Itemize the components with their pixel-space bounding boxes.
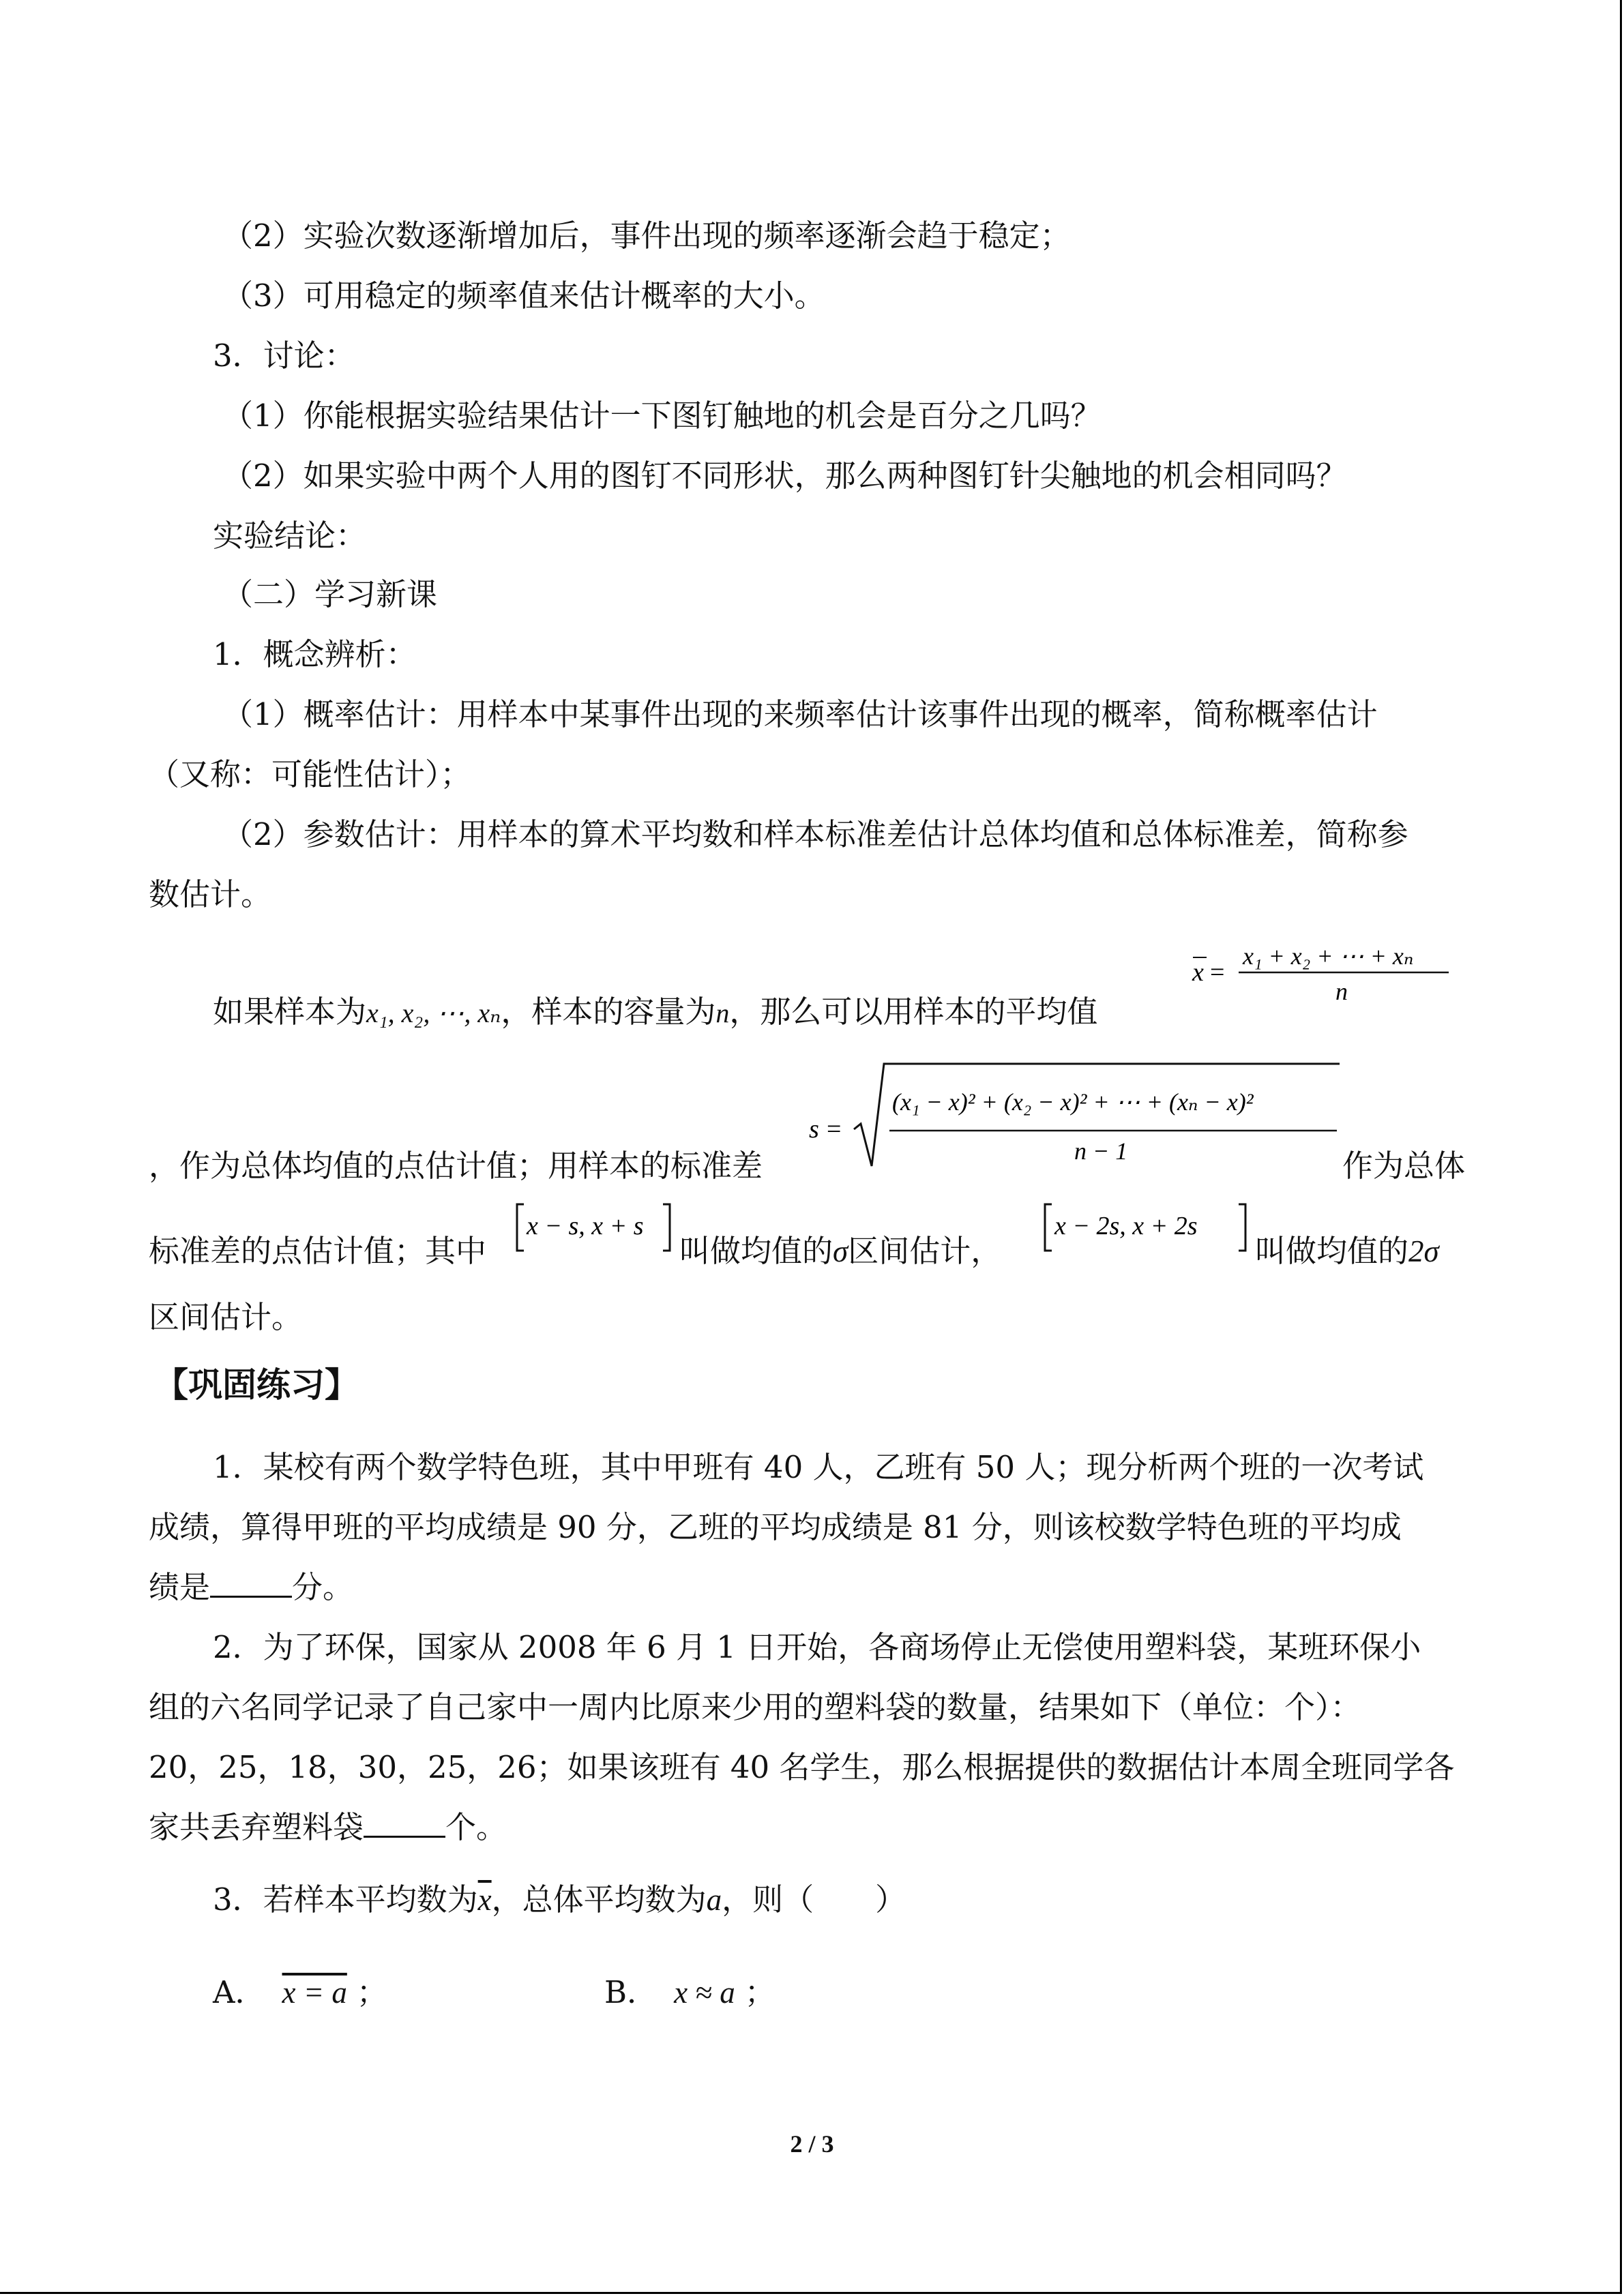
exercise-2-text: 家共丢弃塑料袋 — [149, 1809, 364, 1845]
paragraph-discussion-2: （2）如果实验中两个人用的图钉不同形状，那么两种图钉针尖触地的机会相同吗？ — [222, 458, 1347, 494]
option-b-formula: x ≈ a — [674, 1976, 735, 2010]
exercise-2-line-3: 20，25，18，30，25，26；如果该班有 40 名学生，那么根据提供的数据估计本周全班同学各 — [149, 1749, 1455, 1785]
population-mean-symbol: a — [706, 1883, 722, 1917]
mean-formula-eq: = — [1210, 958, 1225, 987]
exercise-3-text-3: ，则（ ） — [722, 1881, 906, 1918]
section-heading-practice: 【巩固练习】 — [154, 1365, 359, 1405]
paragraph-conclusion: 实验结论： — [213, 518, 367, 554]
paragraph-concepts: 1．概念辨析： — [213, 636, 417, 672]
paragraph-point-estimate-end: 作为总体 — [1342, 1148, 1466, 1184]
std-dev-formula-lhs: s — [809, 1115, 819, 1144]
exercise-1-line-1: 1．某校有两个数学特色班，其中甲班有 40 人，乙班有 50 人；现分析两个班的一次考试 — [213, 1449, 1424, 1485]
paragraph-interval-mid — [679, 1231, 1001, 1272]
two-sigma-interval-expr: x − 2s, x + 2s — [1054, 1212, 1198, 1240]
exercise-1-line-2: 成绩，算得甲班的平均成绩是 90 分，乙班的平均成绩是 81 分，则该校数学特色班的平均成 — [149, 1509, 1402, 1545]
paragraph-interval-start: 标准差的点估计值；其中 — [149, 1233, 487, 1269]
paragraph-interval-end — [1255, 1231, 1439, 1272]
paragraph-probability-estimate-cont: （又称：可能性估计）； — [149, 756, 471, 792]
option-a-end: ； — [356, 1974, 387, 2010]
paragraph-point-estimate: ，作为总体均值的点估计值；用样本的标准差 — [149, 1148, 763, 1184]
exercise-3-text-2: ，总体平均数为 — [491, 1881, 707, 1918]
option-b-label: B． — [604, 1974, 658, 2010]
interval-label-3: 叫做均值的 — [1255, 1233, 1409, 1269]
sample-size-text: ，样本的容量为 — [501, 994, 716, 1030]
paragraph-probability-estimate: （1）概率估计：用样本中某事件出现的来频率估计该事件出现的概率，简称概率估计 — [222, 696, 1378, 732]
paragraph-interval-estimate: 区间估计。 — [149, 1299, 303, 1335]
mean-formula — [1187, 941, 1453, 1002]
two-sigma-symbol: 2σ — [1408, 1234, 1439, 1268]
sample-mean-symbol: $\overline{x}$ — [477, 1883, 492, 1917]
page-number: 2 / 3 — [790, 2130, 834, 2158]
sample-mean-text: ，那么可以用样本的平均值 — [729, 994, 1098, 1030]
exercise-3-option-b[interactable] — [604, 1972, 776, 2013]
paragraph-experiment-2: （2）实验次数逐渐增加后，事件出现的频率逐渐会趋于稳定； — [222, 218, 1071, 254]
mean-formula-numerator: x₁ + x₂ + ⋯ + xₙ — [1243, 942, 1414, 970]
interval-label-1: 叫做均值的 — [679, 1233, 833, 1269]
exercise-2-answer-blank[interactable] — [364, 1807, 445, 1838]
paragraph-discussion-heading: 3．讨论： — [213, 338, 355, 374]
option-a-label: A． — [213, 1974, 266, 2010]
paragraph-sample-intro — [213, 992, 1097, 1034]
two-sigma-interval-formula — [1041, 1200, 1252, 1255]
paragraph-new-lesson: （二）学习新课 — [222, 576, 438, 612]
exercise-2-line-2: 组的六名同学记录了自己家中一周内比原来少用的塑料袋的数量，结果如下（单位：个）： — [149, 1689, 1361, 1725]
std-dev-formula-eq: = — [827, 1115, 842, 1144]
paragraph-discussion-1: （1）你能根据实验结果估计一下图钉触地的机会是百分之几吗？ — [222, 398, 1102, 434]
exercise-1-unit: 分。 — [292, 1569, 354, 1605]
exercise-1-line-3 — [149, 1567, 353, 1608]
sigma-symbol: σ — [833, 1234, 848, 1268]
exercise-3-text: 3．若样本平均数为 — [213, 1881, 478, 1918]
std-dev-formula-denominator: n − 1 — [1074, 1137, 1128, 1165]
sigma-interval-expr: x − s, x + s — [527, 1212, 644, 1240]
sample-intro-text: 如果样本为 — [213, 994, 367, 1030]
exercise-1-answer-blank[interactable] — [210, 1567, 292, 1598]
mean-formula-denominator: n — [1335, 978, 1348, 1002]
interval-label-2: 区间估计， — [848, 1233, 1002, 1269]
sigma-interval-formula — [513, 1200, 677, 1255]
std-dev-formula — [805, 1057, 1344, 1173]
std-dev-formula-numerator: (x₁ − x)² + (x₂ − x)² + ⋯ + (xₙ − x)² — [892, 1088, 1254, 1116]
sample-list-formula: x₁, x₂, ⋯, xₙ — [366, 998, 501, 1028]
exercise-3-option-a[interactable] — [213, 1972, 387, 2013]
option-a-formula: x = a — [282, 1976, 347, 2010]
exercise-2-unit: 个。 — [445, 1809, 507, 1845]
exercise-2-line-1: 2．为了环保，国家从 2008 年 6 月 1 日开始，各商场停止无偿使用塑料袋，某班环保小 — [213, 1629, 1421, 1665]
paragraph-parameter-estimate-cont: 数估计。 — [149, 876, 272, 912]
exercise-1-text: 绩是 — [149, 1569, 211, 1605]
mean-formula-lhs: x — [1192, 958, 1204, 987]
option-b-end: ； — [744, 1974, 776, 2010]
paragraph-experiment-3: （3）可用稳定的频率值来估计概率的大小。 — [222, 278, 825, 314]
paragraph-parameter-estimate: （2）参数估计：用样本的算术平均数和样本标准差估计总体均值和总体标准差，简称参 — [222, 816, 1408, 852]
exercise-3-stem — [213, 1879, 906, 1920]
sample-size-symbol: n — [715, 998, 730, 1028]
exercise-2-line-4 — [149, 1807, 507, 1848]
